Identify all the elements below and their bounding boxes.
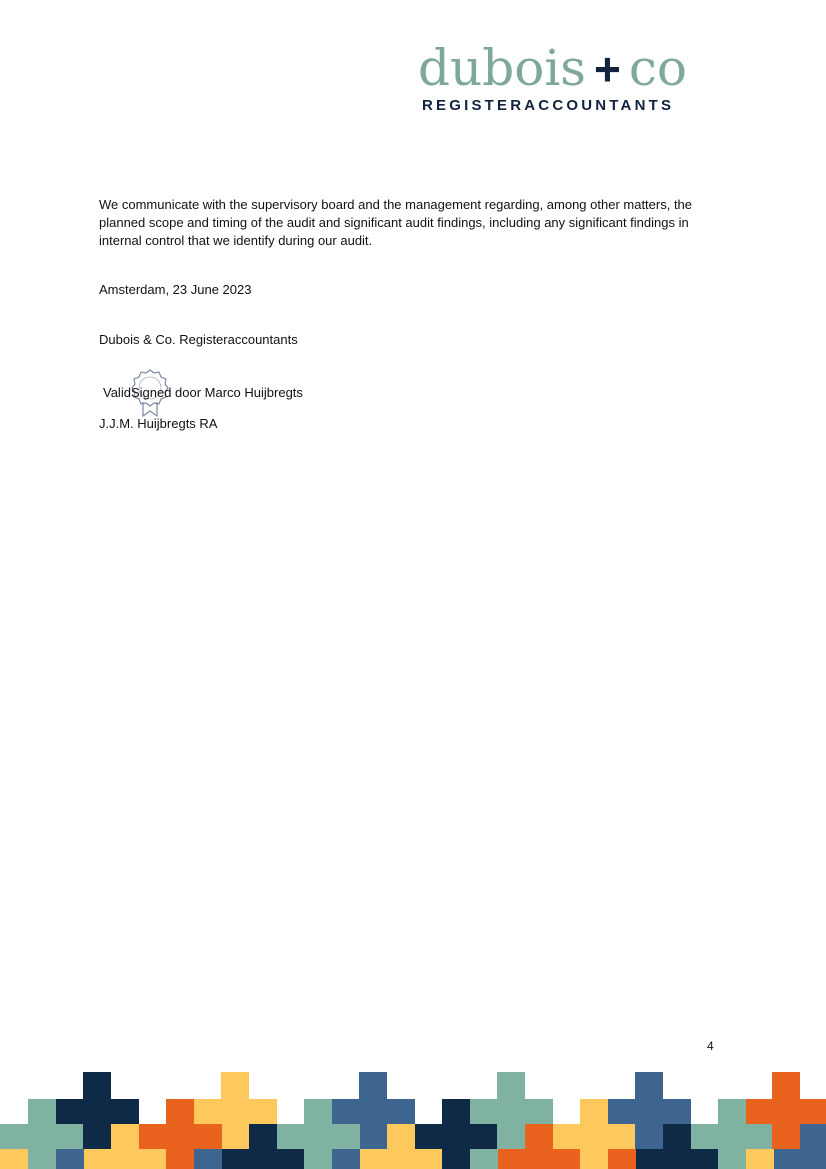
logo-wordmark [418, 40, 688, 97]
page-number: 4 [707, 1039, 714, 1053]
logo-subtitle: REGISTERACCOUNTANTS [422, 97, 675, 114]
place-date: Amsterdam, 23 June 2023 [99, 282, 252, 297]
body-paragraph: We communicate with the supervisory board and the management regarding, among other matters, the planned scope and timing of the audit and significant audit findings, including any significant findings in internal control that we identify during our audit. [99, 197, 693, 248]
logo-name-right: co [628, 39, 687, 97]
firm-name: Dubois & Co. Registeraccountants [99, 332, 298, 347]
logo-name-left: dubois [418, 39, 586, 97]
signature-block [99, 368, 359, 418]
signature-text: ValidSigned door Marco Huijbregts [103, 385, 303, 400]
logo-plus: + [593, 43, 621, 95]
signatory-name: J.J.M. Huijbregts RA [99, 416, 218, 431]
company-logo [418, 40, 688, 114]
footer-pattern [0, 1067, 826, 1169]
